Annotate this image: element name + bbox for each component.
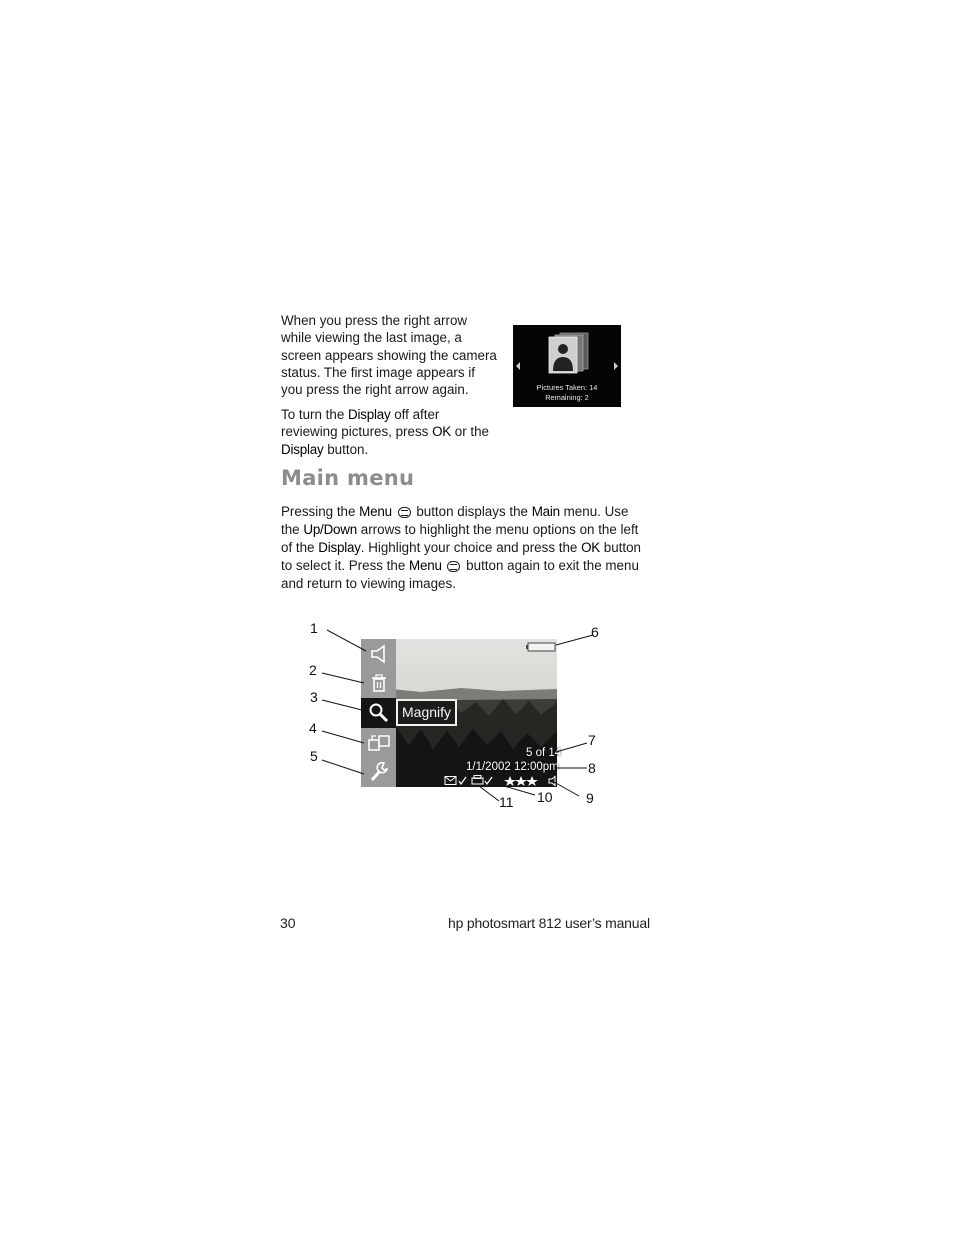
callout-9: 9 bbox=[586, 790, 594, 806]
camera-status-screen bbox=[513, 325, 621, 407]
intro-paragraph: When you press the right arrow while viewing the last image, a screen appears showing the camera status. The first image appears if you press the right arrow again. bbox=[281, 313, 497, 398]
manual-title: hp photosmart 812 user’s manual bbox=[448, 915, 650, 931]
selected-option-label: Magnify bbox=[396, 699, 457, 726]
page-number: 30 bbox=[280, 915, 296, 931]
pictures-taken-label: Pictures Taken: 14 bbox=[536, 383, 598, 392]
display-off-paragraph: To turn the Display off after reviewing pictures, press OK or the Display button. bbox=[281, 407, 489, 457]
display-button-name: Display bbox=[348, 407, 391, 422]
image-counter: 5 of 14 bbox=[526, 747, 562, 759]
callout-lines bbox=[300, 615, 630, 820]
main-menu-paragraph: Pressing the Menu button displays the Main menu. Use the Up/Down arrows to highlight the menu options on the left of the Display. Highlight your choice and press the OK button to select it. Press the Menu button again to exit the menu and return to viewing images. bbox=[281, 504, 641, 591]
remaining-label: Remaining: 2 bbox=[545, 393, 589, 402]
callout-1: 1 bbox=[310, 620, 318, 636]
date-time: 1/1/2002 12:00pm bbox=[466, 761, 559, 773]
section-title: Main menu bbox=[281, 466, 415, 490]
menu-button-icon bbox=[447, 561, 460, 572]
callout-10: 10 bbox=[537, 789, 553, 805]
main-menu-figure bbox=[300, 615, 630, 820]
callout-8: 8 bbox=[588, 760, 596, 776]
callout-6: 6 bbox=[591, 624, 599, 640]
callout-7: 7 bbox=[588, 732, 596, 748]
callout-3: 3 bbox=[310, 689, 318, 705]
callout-2: 2 bbox=[309, 662, 317, 678]
menu-button-icon bbox=[398, 507, 411, 518]
callout-5: 5 bbox=[310, 748, 318, 764]
callout-11: 11 bbox=[499, 794, 514, 810]
display-button-name: Display bbox=[281, 441, 324, 457]
ok-button-name: OK bbox=[432, 424, 452, 440]
callout-4: 4 bbox=[309, 720, 317, 736]
